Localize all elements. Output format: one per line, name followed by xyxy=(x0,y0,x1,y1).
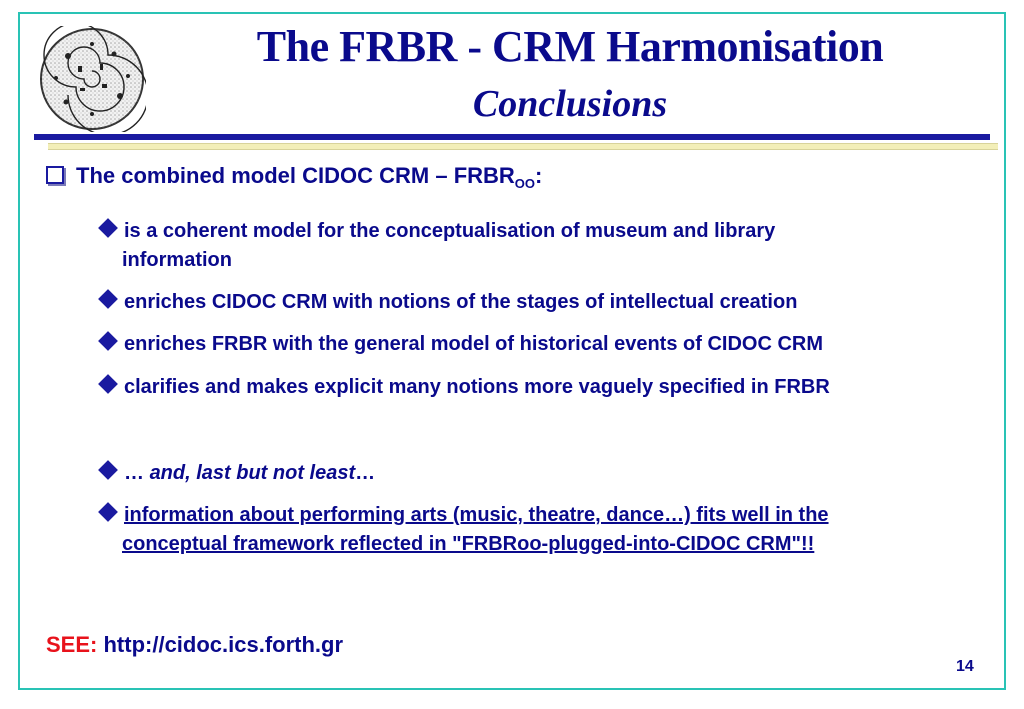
main-point-subscript: OO xyxy=(514,176,536,191)
sub-bullet-enriches-frbr xyxy=(96,330,976,359)
sub-bullet-performing-arts xyxy=(96,501,976,559)
bullet-ellipsis: … xyxy=(124,462,144,484)
diamond-bullet-icon xyxy=(98,331,118,351)
slide-title: The FRBR - CRM Harmonisation xyxy=(256,22,884,71)
sub-bullet-enriches-cidoc xyxy=(96,288,976,317)
diamond-bullet-icon xyxy=(98,289,118,309)
main-point-suffix: : xyxy=(535,163,543,188)
title-divider-yellow xyxy=(48,143,998,150)
see-label: SEE: xyxy=(46,632,98,657)
title-divider-blue xyxy=(34,134,990,140)
bullet-text: information about performing arts (music, theatre, dance…) fits well in the xyxy=(124,504,829,526)
diamond-bullet-icon xyxy=(98,218,118,238)
bullet-text-continuation: conceptual framework reflected in "FRBRoo-plugged-into-CIDOC CRM"!! xyxy=(122,533,815,555)
phaistos-disc-logo xyxy=(38,26,146,132)
main-point xyxy=(46,163,542,191)
page-number: 14 xyxy=(956,658,974,675)
bullet-ellipsis-end: … xyxy=(355,462,376,484)
bullet-text: is a coherent model for the conceptualisation of museum and library xyxy=(124,220,776,242)
bullet-text-continuation: information xyxy=(122,249,232,271)
bullet-text: and, last but not least xyxy=(149,462,356,484)
sub-bullet-clarifies xyxy=(96,373,976,402)
see-reference xyxy=(46,632,343,658)
bullet-text: enriches FRBR with the general model of historical events of CIDOC CRM xyxy=(124,333,823,355)
diamond-bullet-icon xyxy=(98,460,118,480)
main-point-text: The combined model CIDOC CRM – FRBR xyxy=(76,163,515,188)
slide-subtitle: Conclusions xyxy=(472,83,668,125)
see-link[interactable]: http://cidoc.ics.forth.gr xyxy=(103,632,344,657)
bullet-text: clarifies and makes explicit many notions more vaguely specified in FRBR xyxy=(124,376,830,398)
diamond-bullet-icon xyxy=(98,374,118,394)
sub-bullet-last-but-not-least xyxy=(96,459,976,488)
sub-bullet-coherent-model xyxy=(96,217,976,275)
bullet-text: enriches CIDOC CRM with notions of the stages of intellectual creation xyxy=(124,291,798,313)
checkbox-bullet-icon xyxy=(46,166,64,184)
diamond-bullet-icon xyxy=(98,502,118,522)
